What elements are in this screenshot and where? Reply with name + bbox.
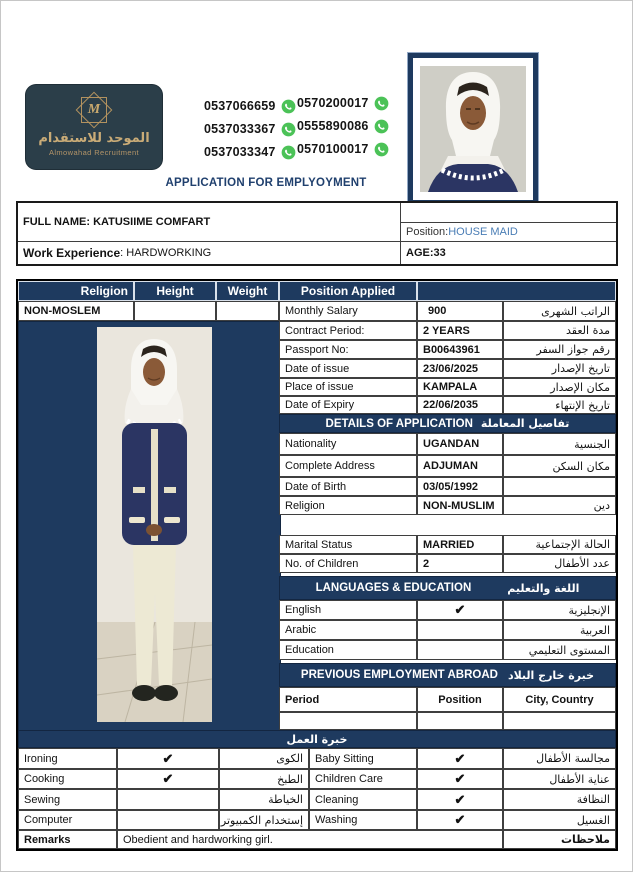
row-label-arabic: مدة العقد xyxy=(503,321,616,340)
phone-entry xyxy=(204,121,296,137)
skill-check: ✔ xyxy=(117,769,219,789)
phone-entry xyxy=(297,118,389,134)
col-header-city-country: City, Country xyxy=(503,687,616,712)
language-label: Arabic xyxy=(279,620,417,640)
age-value: 33 xyxy=(433,247,446,259)
skill-label: Cooking xyxy=(18,769,117,789)
position-value: HOUSE MAID xyxy=(448,226,518,238)
phone-entry xyxy=(297,95,389,111)
row-label-arabic: رقم جواز السفر xyxy=(503,340,616,359)
row-label-arabic: مكان الإصدار xyxy=(503,378,616,396)
phone-number: 0537033367 xyxy=(204,122,276,136)
row-label-arabic: تاريخ الإنتهاء xyxy=(503,396,616,414)
skill-label-arabic: الخياطة xyxy=(219,789,309,810)
form-title: APPLICATION FOR EMPLYOYMENT xyxy=(165,177,367,189)
applicant-photo-frame xyxy=(408,53,538,205)
language-check xyxy=(417,620,503,640)
row-label: Passport No: xyxy=(279,340,417,359)
previous-employment-header-en: PREVIOUS EMPLOYMENT ABROAD xyxy=(300,669,498,681)
skill-label-arabic: مجالسة الأطفال xyxy=(503,748,616,769)
phone-entry xyxy=(204,98,296,114)
language-label-arabic: العربية xyxy=(503,620,616,640)
skill-check: ✔ xyxy=(117,748,219,769)
remarks-label-arabic: ملاحظات xyxy=(503,830,616,849)
details-section-header xyxy=(279,414,616,433)
col-header-weight: Weight xyxy=(216,281,279,301)
employment-period-cell xyxy=(279,712,417,730)
height-value-cell xyxy=(134,301,216,321)
row-label: Monthly Salary xyxy=(279,301,417,321)
religion-value-cell: NON-MOSLEM xyxy=(18,301,134,321)
row-value: 2 xyxy=(417,554,503,573)
skills-section-header xyxy=(18,730,616,748)
row-label: Marital Status xyxy=(279,535,417,554)
position-cell xyxy=(401,223,616,242)
row-value: KAMPALA xyxy=(417,378,503,396)
logo-star-icon xyxy=(76,92,112,128)
row-value: 22/06/2035 xyxy=(417,396,503,414)
identity-table xyxy=(16,201,618,266)
skill-label-arabic: النظافة xyxy=(503,789,616,810)
logo-english-name: Almowahad Recruitment xyxy=(48,148,140,157)
photo-panel xyxy=(18,321,281,732)
col-header-position-applied: Position Applied xyxy=(279,281,417,301)
skill-label-arabic: إستخدام الكمبيوتر xyxy=(219,810,309,830)
skill-check: ✔ xyxy=(417,769,503,789)
row-label-arabic: دين xyxy=(503,496,616,515)
remarks-label: Remarks xyxy=(18,830,117,849)
row-label: No. of Children xyxy=(279,554,417,573)
row-label-arabic: تاريخ الإصدار xyxy=(503,359,616,378)
previous-employment-header xyxy=(279,663,616,687)
skill-label: Baby Sitting xyxy=(309,748,417,769)
row-label: Contract Period: xyxy=(279,321,417,340)
phone-number: 0537033347 xyxy=(204,145,276,159)
skill-label: Sewing xyxy=(18,789,117,810)
col-header-height: Height xyxy=(134,281,216,301)
phone-list-right xyxy=(297,95,389,157)
row-value: ADJUMAN xyxy=(417,455,503,477)
weight-value-cell xyxy=(216,301,279,321)
skill-label-arabic: الغسيل xyxy=(503,810,616,830)
phone-number: 0537066659 xyxy=(204,99,276,113)
row-value: MARRIED xyxy=(417,535,503,554)
language-label: English xyxy=(279,600,417,620)
language-label-arabic: الإنجليزية xyxy=(503,600,616,620)
col-header-religion: Religion xyxy=(18,281,134,301)
row-label: Date of issue xyxy=(279,359,417,378)
col-header-period: Period xyxy=(279,687,417,712)
skill-label: Ironing xyxy=(18,748,117,769)
languages-section-header xyxy=(279,576,616,600)
language-check: ✔ xyxy=(417,600,503,620)
phone-number: 0570100017 xyxy=(297,142,369,156)
applicant-fullbody-photo xyxy=(97,327,212,722)
row-value: 03/05/1992 xyxy=(417,477,503,496)
skill-check xyxy=(117,789,219,810)
skill-label: Children Care xyxy=(309,769,417,789)
row-label: Date of Birth xyxy=(279,477,417,496)
work-experience-value: : HARDWORKING xyxy=(120,247,212,259)
row-label: Complete Address xyxy=(279,455,417,477)
skill-label: Washing xyxy=(309,810,417,830)
row-label: Date of Expiry xyxy=(279,396,417,414)
skill-check xyxy=(117,810,219,830)
whatsapp-icon xyxy=(374,119,389,134)
full-name-label: FULL NAME: xyxy=(23,216,91,228)
row-value: B00643961 xyxy=(417,340,503,359)
skill-label-arabic: عناية الأطفال xyxy=(503,769,616,789)
age-cell xyxy=(401,242,616,264)
row-value: 23/06/2025 xyxy=(417,359,503,378)
skill-label: Computer xyxy=(18,810,117,830)
whatsapp-icon xyxy=(374,142,389,157)
logo-monogram: M xyxy=(87,102,101,117)
full-name-value: KATUSIIME COMFART xyxy=(90,216,211,228)
row-value: NON-MUSLIM xyxy=(417,496,503,515)
agency-logo xyxy=(26,85,162,169)
age-label: AGE: xyxy=(406,247,434,259)
skill-label-arabic: الطبخ xyxy=(219,769,309,789)
whatsapp-icon xyxy=(374,96,389,111)
row-value: 2 YEARS xyxy=(417,321,503,340)
language-check xyxy=(417,640,503,660)
phone-number: 0555890086 xyxy=(297,119,369,133)
skill-check: ✔ xyxy=(417,748,503,769)
row-label-arabic: الجنسية xyxy=(503,433,616,455)
position-label: Position: xyxy=(406,226,449,238)
col-header-position: Position xyxy=(417,687,503,712)
employment-city-cell xyxy=(503,712,616,730)
row-label-arabic: الحالة الإجتماعية xyxy=(503,535,616,554)
row-value: 900 xyxy=(417,301,503,321)
row-label-arabic: الراتب الشهرى xyxy=(503,301,616,321)
skill-label-arabic: الكوى xyxy=(219,748,309,769)
phone-list-left xyxy=(204,98,296,160)
row-value: UGANDAN xyxy=(417,433,503,455)
details-header-en: DETAILS OF APPLICATION xyxy=(325,417,473,430)
skill-check: ✔ xyxy=(417,810,503,830)
work-experience-cell xyxy=(18,242,401,264)
row-label: Nationality xyxy=(279,433,417,455)
empty-cell xyxy=(401,203,616,223)
previous-employment-header-ar: خبرة خارج البلاد xyxy=(507,668,595,682)
employment-position-cell xyxy=(417,712,503,730)
languages-header-ar: اللغة والتعليم xyxy=(507,581,580,595)
whatsapp-icon xyxy=(281,145,296,160)
row-label-arabic xyxy=(503,477,616,496)
full-name-cell xyxy=(18,203,401,242)
whatsapp-icon xyxy=(281,122,296,137)
header-filler xyxy=(417,281,616,301)
skill-check: ✔ xyxy=(417,789,503,810)
skill-label: Cleaning xyxy=(309,789,417,810)
applicant-portrait-photo xyxy=(420,66,526,192)
phone-entry xyxy=(297,141,389,157)
row-label-arabic: عدد الأطفال xyxy=(503,554,616,573)
language-label-arabic: المستوى التعليمي xyxy=(503,640,616,660)
details-header-ar: تفاصيل المعاملة xyxy=(480,417,570,430)
logo-arabic-name: الموحد للاستقدام xyxy=(38,131,150,146)
remarks-value: Obedient and hardworking girl. xyxy=(117,830,503,849)
languages-header-en: LANGUAGES & EDUCATION xyxy=(315,582,472,594)
application-table xyxy=(16,279,618,851)
phone-number: 0570200017 xyxy=(297,96,369,110)
row-label: Place of issue xyxy=(279,378,417,396)
skills-header-ar: خبرة العمل xyxy=(286,732,348,746)
row-label: Religion xyxy=(279,496,417,515)
row-label-arabic: مكان السكن xyxy=(503,455,616,477)
phone-entry xyxy=(204,144,296,160)
whatsapp-icon xyxy=(281,99,296,114)
language-label: Education xyxy=(279,640,417,660)
work-experience-label: Work Experience xyxy=(23,246,121,260)
